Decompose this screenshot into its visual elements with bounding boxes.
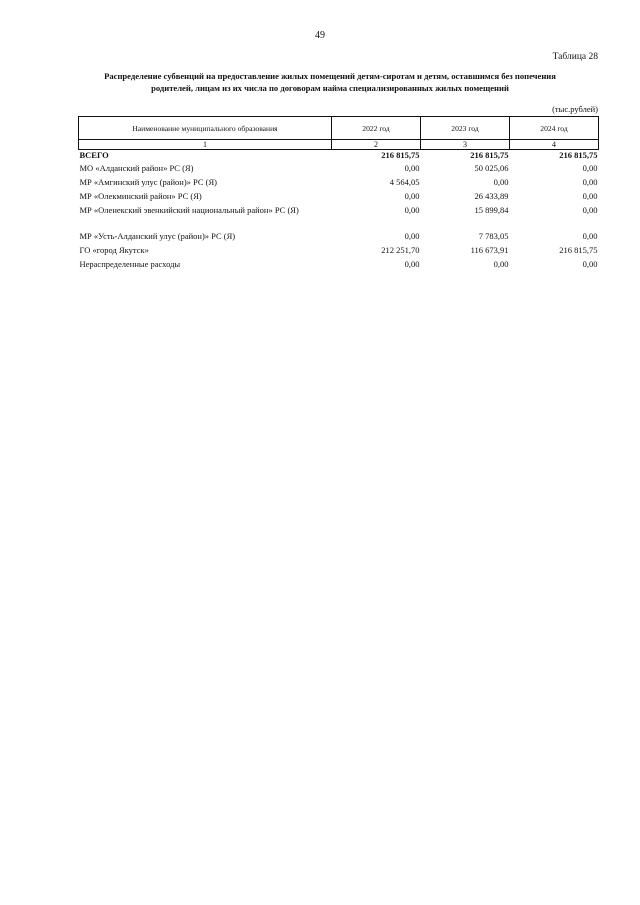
header-number-2: 2 [332, 140, 421, 150]
total-2024: 216 815,75 [559, 150, 598, 160]
page-number: 49 [315, 30, 325, 41]
row-2024: 0,00 [582, 259, 598, 269]
row-2023: 0,00 [493, 259, 509, 269]
row-name: МР «Усть-Алданский улус (район)» РС (Я) [79, 231, 236, 241]
row-2022: 0,00 [404, 163, 420, 173]
document-title [60, 70, 600, 94]
table-body [79, 150, 599, 272]
row-2022: 0,00 [404, 259, 420, 269]
row-2022: 0,00 [404, 205, 420, 215]
row-name: МО «Алданский район» РС (Я) [79, 163, 194, 173]
row-name: Нераспределенные расходы [79, 259, 181, 269]
table-row [79, 257, 599, 271]
table-row [79, 229, 599, 243]
row-2024: 0,00 [582, 163, 598, 173]
row-2023: 50 025,06 [474, 163, 509, 173]
title-line-1: Распределение субвенций на предоставление жилых помещений детям-сиротам и детям, оставшимся без попечения [104, 71, 556, 81]
table-row [79, 203, 599, 217]
header-number-3: 3 [421, 140, 510, 150]
row-2023: 26 433,89 [474, 191, 509, 201]
row-2024: 0,00 [582, 191, 598, 201]
row-2023: 0,00 [493, 177, 509, 187]
total-2022: 216 815,75 [381, 150, 420, 160]
total-2023: 216 815,75 [470, 150, 509, 160]
units-label: (тыс.рублей) [552, 104, 598, 114]
table-row [79, 243, 599, 257]
header-number-1: 1 [79, 140, 332, 150]
row-2022: 4 564,05 [389, 177, 420, 187]
header-municipality: Наименование муниципального образования [79, 117, 332, 140]
row-2024: 0,00 [582, 205, 598, 215]
subsidy-table [78, 116, 599, 271]
total-label: ВСЕГО [79, 150, 109, 160]
row-2023: 15 899,84 [474, 205, 509, 215]
table-number: Таблица 28 [552, 52, 598, 62]
row-2023: 7 783,05 [478, 231, 509, 241]
title-line-2: родителей, лицам из их числа по договорам найма специализированных жилых помещений [151, 83, 509, 93]
table-row [79, 161, 599, 175]
header-2023: 2023 год [421, 117, 510, 140]
header-2022: 2022 год [332, 117, 421, 140]
row-name: МР «Олекминский район» РС (Я) [79, 191, 202, 201]
row-2022: 212 251,70 [381, 245, 420, 255]
row-2022: 0,00 [404, 191, 420, 201]
row-name: ГО «город Якутск» [79, 245, 149, 255]
table-row [79, 189, 599, 203]
total-row [79, 150, 599, 162]
header-number-4: 4 [510, 140, 599, 150]
row-2022: 0,00 [404, 231, 420, 241]
row-2024: 0,00 [582, 177, 598, 187]
spacer-row [79, 217, 599, 229]
table-row [79, 175, 599, 189]
row-2023: 116 673,91 [470, 245, 509, 255]
row-2024: 216 815,75 [559, 245, 598, 255]
row-2024: 0,00 [582, 231, 598, 241]
row-name: МР «Амгинский улус (район)» РС (Я) [79, 177, 218, 187]
header-2024: 2024 год [510, 117, 599, 140]
row-name: МР «Оленекский эвенкийский национальный район» РС (Я) [79, 205, 299, 215]
table-header [79, 117, 599, 150]
